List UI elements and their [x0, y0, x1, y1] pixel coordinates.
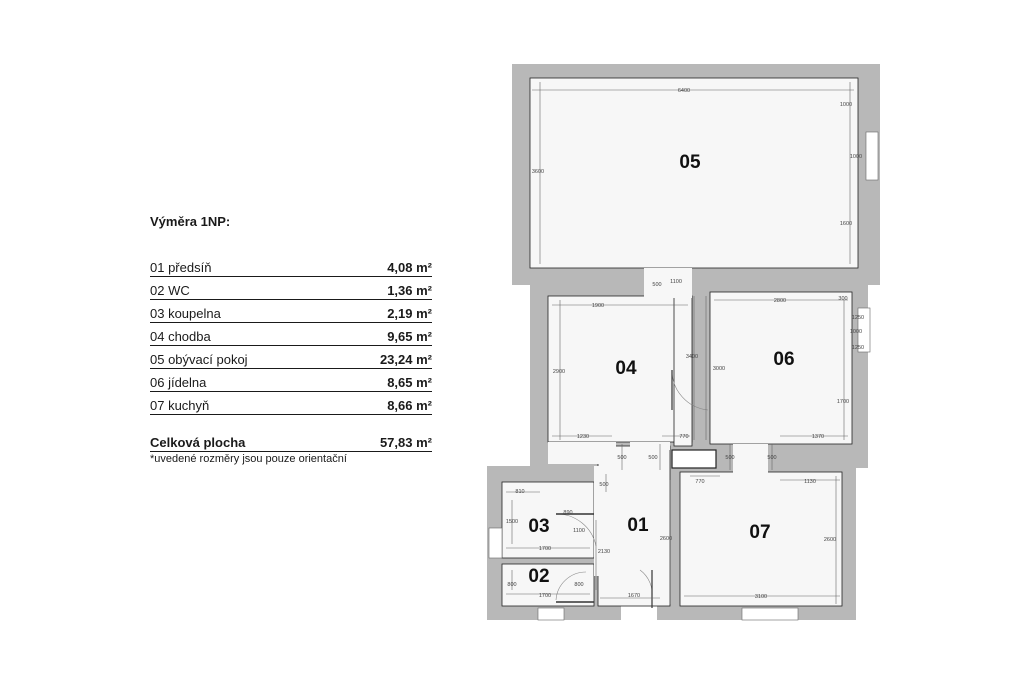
room-area: 4,08 m²: [387, 260, 432, 275]
dimension-label: 2600: [659, 536, 673, 542]
room-area: 1,36 m²: [387, 283, 432, 298]
dimension-label: 770: [679, 434, 689, 440]
window-05: [866, 132, 878, 180]
dimension-label: 3400: [685, 354, 699, 360]
dimension-label: 2600: [823, 537, 837, 543]
legend-title: Výměra 1NP:: [150, 214, 231, 229]
room-area: 8,65 m²: [387, 375, 432, 390]
dimension-label: 500: [648, 455, 658, 461]
room-area: 2,19 m²: [387, 306, 432, 321]
room-number-06: 06: [773, 349, 795, 370]
dimension-label: 1700: [538, 546, 552, 552]
dimension-label: 890: [563, 510, 573, 516]
dimension-label: 3000: [712, 366, 726, 372]
dimension-label: 1600: [839, 221, 853, 227]
window-02: [538, 608, 564, 620]
room-number-02: 02: [528, 566, 550, 587]
room-label: 02 WC: [150, 283, 190, 298]
dimension-label: 500: [617, 455, 627, 461]
room-area: 8,66 m²: [387, 398, 432, 413]
dimension-label: 2900: [552, 369, 566, 375]
dimension-label: 500: [767, 455, 777, 461]
dimension-label: 6400: [677, 88, 691, 94]
room-label: 06 jídelna: [150, 375, 207, 390]
dimension-label: 1670: [627, 593, 641, 599]
dimension-label: 1000: [839, 102, 853, 108]
dimension-label: 1370: [811, 434, 825, 440]
dimension-label: 1000: [849, 329, 863, 335]
dimension-label: 1250: [851, 345, 865, 351]
dimension-label: 500: [725, 455, 735, 461]
dimension-label: 500: [652, 282, 662, 288]
room-label: 04 chodba: [150, 329, 211, 344]
shaft: [672, 450, 716, 468]
dimension-label: 1700: [538, 593, 552, 599]
dimension-label: 1100: [670, 279, 682, 285]
dimension-label: 1500: [505, 519, 519, 525]
dimension-label: 3100: [754, 594, 768, 600]
dimension-label: 2130: [597, 549, 611, 555]
dimension-label: 810: [515, 489, 525, 495]
dimension-label: 2800: [773, 298, 787, 304]
room-number-05: 05: [679, 152, 701, 173]
total-label: Celková plocha: [150, 435, 246, 450]
dimension-label: 500: [599, 482, 609, 488]
room-number-07: 07: [749, 522, 771, 543]
dimension-label: 1230: [576, 434, 590, 440]
room-number-03: 03: [528, 516, 550, 537]
dimension-label: 1100: [573, 528, 585, 534]
room-label: 03 koupelna: [150, 306, 221, 321]
dimension-label: 800: [507, 582, 517, 588]
room-area: 9,65 m²: [387, 329, 432, 344]
room-label: 07 kuchyň: [150, 398, 210, 413]
window-07: [742, 608, 798, 620]
room-number-04: 04: [615, 358, 637, 379]
floor-04-hall: [674, 296, 692, 446]
dimension-label: 1130: [804, 479, 816, 485]
dimension-label: 300: [838, 296, 848, 302]
dimension-label: 1900: [591, 303, 605, 309]
room-area: 23,24 m²: [379, 352, 432, 367]
room-number-01: 01: [627, 515, 649, 536]
room-label: 05 obývací pokoj: [150, 352, 248, 367]
dimension-label: 800: [574, 582, 584, 588]
room-label: 01 předsíň: [150, 260, 212, 275]
dimension-label: 1250: [851, 315, 865, 321]
dimension-label: 1000: [849, 154, 863, 160]
floor-05: [530, 78, 858, 268]
dimension-label: 3600: [531, 169, 545, 175]
dimension-label: 770: [695, 479, 705, 485]
dimension-label: 1700: [836, 399, 850, 405]
disclaimer-note: *uvedené rozměry jsou pouze orientační: [150, 453, 347, 465]
window-03: [489, 528, 502, 558]
total-area: 57,83 m²: [379, 435, 432, 450]
